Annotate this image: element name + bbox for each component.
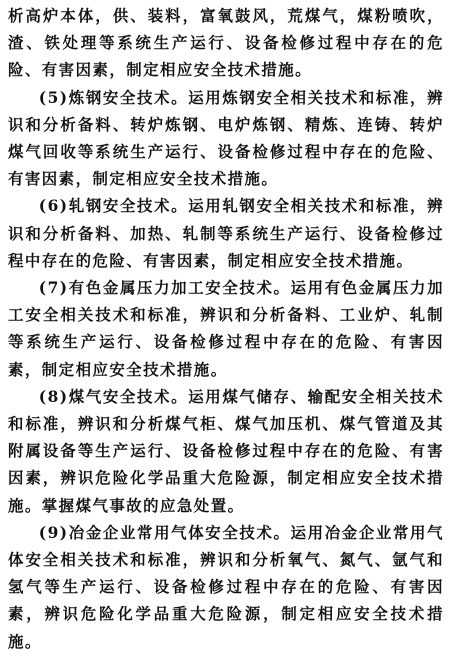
paragraph-number: (6) <box>38 197 69 216</box>
paragraph-number: (8) <box>38 387 69 406</box>
paragraph-text: 冶金企业常用气体安全技术。运用冶金企业常用气体安全相关技术和标准，辨识和分析氧气、氮气、氩气和氢气等生产运行、设备检修过程中存在的危险、有害因素，辨识危险化学品重大危险源，制定相应安全技术措施。 <box>8 523 444 651</box>
paragraph-nonferrous-processing <box>8 275 444 384</box>
paragraph-text: 煤气安全技术。运用煤气储存、输配安全相关技术和标准，辨识和分析煤气柜、煤气加压机、煤气管道及其附属设备等生产运行、设备检修过程中存在的危险、有害因素，辨识危险化学品重大危险源，制定相应安全技术措施。掌握煤气事故的应急处置。 <box>8 387 444 515</box>
paragraph-rolling <box>8 193 444 275</box>
paragraph-number: (5) <box>38 88 69 107</box>
paragraph-number: (7) <box>38 279 69 298</box>
paragraph-text: 有色金属压力加工安全技术。运用有色金属压力加工安全相关技术和标准，辨识和分析备料、工业炉、轧制等系统生产运行、设备检修过程中存在的危险、有害因素，制定相应安全技术措施。 <box>8 279 444 379</box>
paragraph-continuation <box>8 3 444 85</box>
paragraph-number: (9) <box>38 523 69 542</box>
paragraph-gas-safety <box>8 384 444 520</box>
paragraph-industrial-gases <box>8 520 444 656</box>
paragraph-text: 轧钢安全技术。运用轧钢安全相关技术和标准，辨识和分析备料、加热、轧制等系统生产运行、设备检修过程中存在的危险、有害因素，制定相应安全技术措施。 <box>8 197 444 270</box>
paragraph-text: 炼钢安全技术。运用炼钢安全相关技术和标准，辨识和分析备料、转炉炼钢、电炉炼钢、精炼、连铸、转炉煤气回收等系统生产运行、设备检修过程中存在的危险、有害因素，制定相应安全技术措施。 <box>8 88 444 189</box>
paragraph-steelmaking <box>8 85 444 194</box>
paragraph-text: 析高炉本体，供、装料，富氧鼓风，荒煤气，煤粉喷吹，渣、铁处理等系统生产运行、设备检修过程中存在的危险、有害因素，制定相应安全技术措施。 <box>8 7 444 80</box>
